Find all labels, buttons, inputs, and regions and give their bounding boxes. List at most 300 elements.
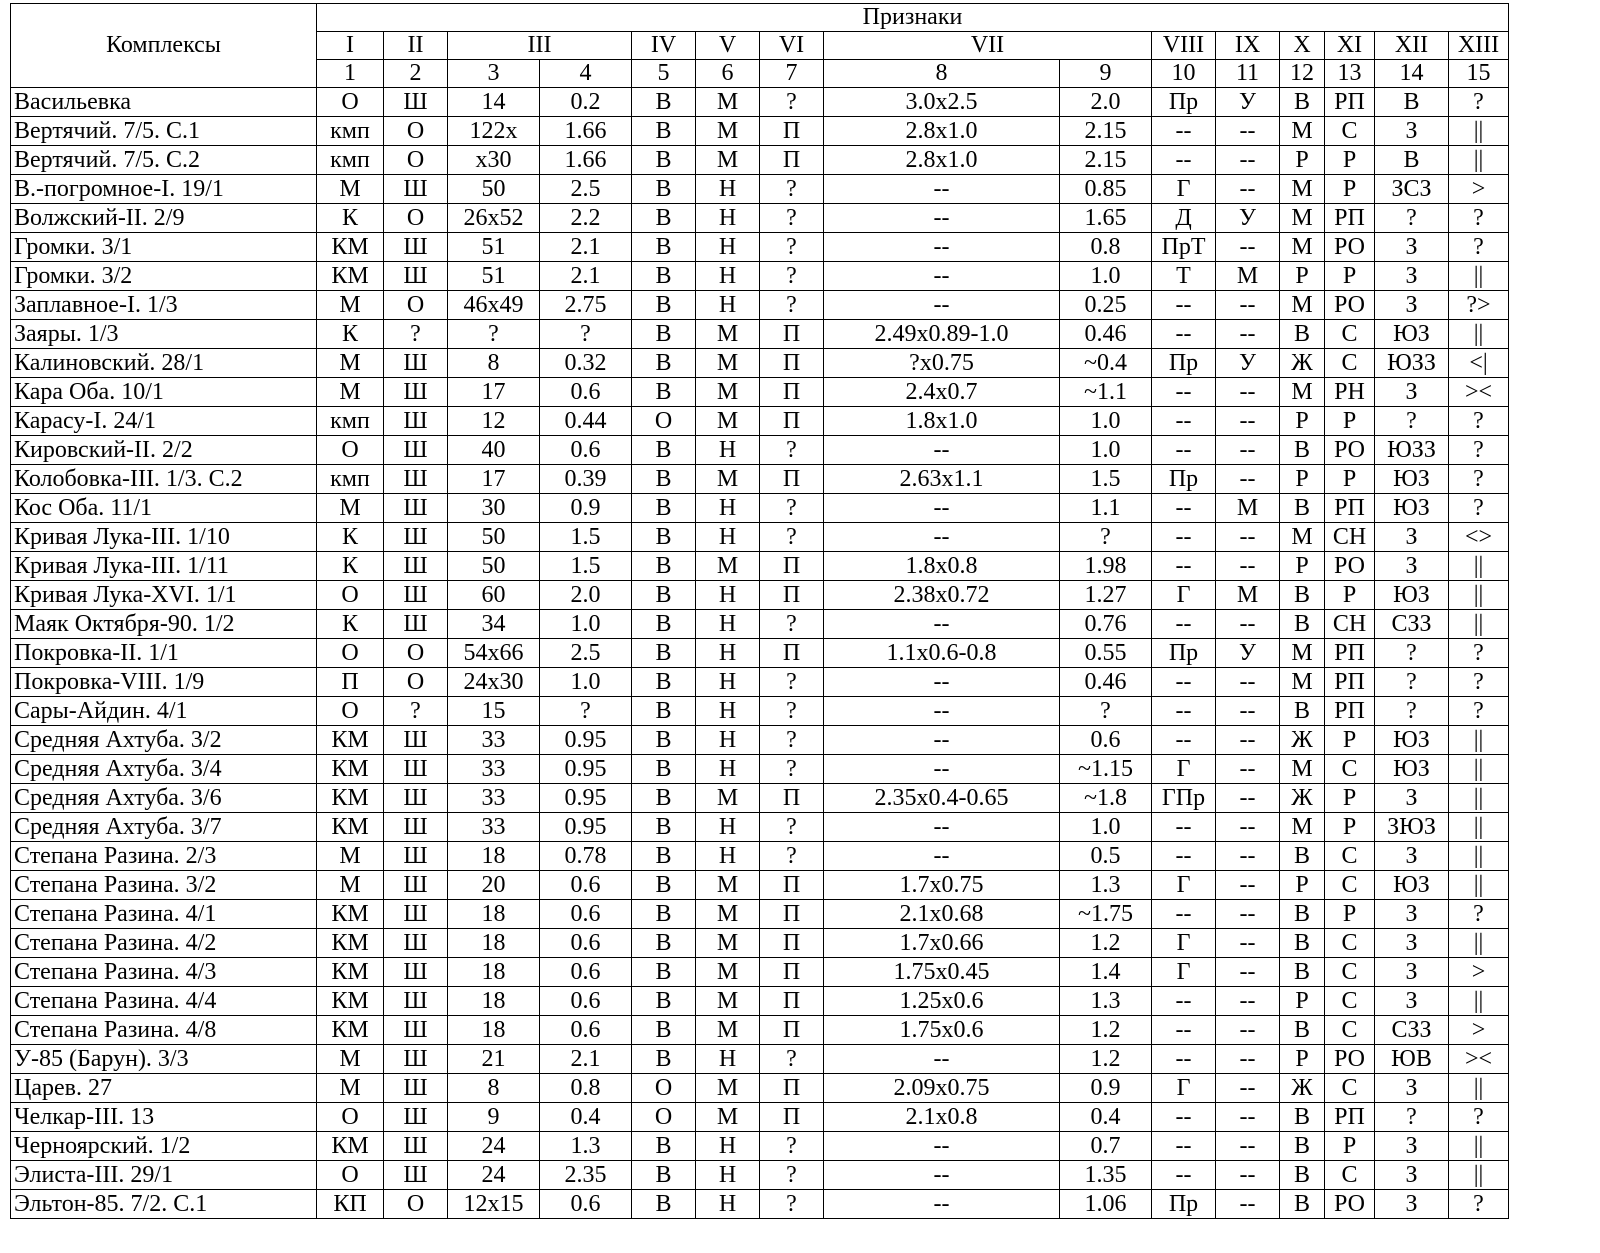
feature-cell: В bbox=[1280, 320, 1325, 349]
table-row bbox=[11, 88, 1509, 117]
feature-cell: ~1.8 bbox=[1060, 784, 1152, 813]
feature-cell: -- bbox=[1216, 697, 1280, 726]
table-row bbox=[11, 697, 1509, 726]
feature-cell: КП bbox=[317, 1190, 384, 1219]
feature-cell: ЗЮЗ bbox=[1375, 813, 1449, 842]
table-row bbox=[11, 813, 1509, 842]
feature-cell: ?x0.75 bbox=[824, 349, 1060, 378]
feature-cell: О bbox=[632, 1103, 696, 1132]
feature-cell: О bbox=[317, 1103, 384, 1132]
feature-cell: 2.4x0.7 bbox=[824, 378, 1060, 407]
feature-cell: 2.0 bbox=[1060, 88, 1152, 117]
feature-cell: 12 bbox=[448, 407, 540, 436]
feature-cell: 18 bbox=[448, 900, 540, 929]
complex-name-cell: Вертячий. 7/5. С.2 bbox=[11, 146, 317, 175]
feature-cell: З bbox=[1375, 552, 1449, 581]
feature-cell: -- bbox=[1216, 900, 1280, 929]
header-group: II bbox=[384, 32, 448, 60]
feature-cell: -- bbox=[1216, 929, 1280, 958]
complex-name-cell: Громки. 3/2 bbox=[11, 262, 317, 291]
feature-cell: 1.2 bbox=[1060, 929, 1152, 958]
feature-cell: 2.63x1.1 bbox=[824, 465, 1060, 494]
feature-cell: 0.95 bbox=[540, 726, 632, 755]
complex-name-cell: Маяк Октября-90. 1/2 bbox=[11, 610, 317, 639]
feature-cell: Ш bbox=[384, 378, 448, 407]
feature-cell: 1.2 bbox=[1060, 1045, 1152, 1074]
feature-cell: 1.1x0.6-0.8 bbox=[824, 639, 1060, 668]
feature-cell: М bbox=[1216, 581, 1280, 610]
feature-cell: 2.1x0.68 bbox=[824, 900, 1060, 929]
feature-cell: 0.6 bbox=[540, 378, 632, 407]
feature-cell: 1.8x0.8 bbox=[824, 552, 1060, 581]
feature-cell: -- bbox=[1216, 1045, 1280, 1074]
feature-cell: П bbox=[760, 900, 824, 929]
feature-cell: || bbox=[1449, 146, 1509, 175]
feature-cell: Н bbox=[696, 1190, 760, 1219]
feature-cell: Ш bbox=[384, 1132, 448, 1161]
feature-cell: В bbox=[1280, 581, 1325, 610]
feature-cell: 33 bbox=[448, 784, 540, 813]
feature-cell: 1.3 bbox=[540, 1132, 632, 1161]
feature-cell: ? bbox=[760, 1132, 824, 1161]
feature-cell: П bbox=[760, 929, 824, 958]
feature-cell: В bbox=[1280, 929, 1325, 958]
feature-cell: О bbox=[317, 88, 384, 117]
feature-cell: 1.5 bbox=[1060, 465, 1152, 494]
table-row bbox=[11, 581, 1509, 610]
feature-cell: В bbox=[632, 639, 696, 668]
feature-cell: Р bbox=[1325, 1132, 1375, 1161]
feature-cell: ? bbox=[1449, 204, 1509, 233]
feature-cell: Ш bbox=[384, 1074, 448, 1103]
feature-cell: Р bbox=[1280, 871, 1325, 900]
feature-cell: 9 bbox=[448, 1103, 540, 1132]
feature-cell: || bbox=[1449, 262, 1509, 291]
table-row bbox=[11, 1074, 1509, 1103]
feature-cell: > bbox=[1449, 958, 1509, 987]
feature-cell: 0.2 bbox=[540, 88, 632, 117]
feature-cell: В bbox=[1280, 842, 1325, 871]
feature-cell: В bbox=[1375, 88, 1449, 117]
feature-cell: Ш bbox=[384, 755, 448, 784]
feature-cell: 0.4 bbox=[1060, 1103, 1152, 1132]
feature-cell: 0.44 bbox=[540, 407, 632, 436]
feature-cell: 1.0 bbox=[1060, 407, 1152, 436]
feature-cell: 54x66 bbox=[448, 639, 540, 668]
feature-cell: П bbox=[760, 349, 824, 378]
feature-cell: -- bbox=[1152, 523, 1216, 552]
feature-cell: Р bbox=[1325, 581, 1375, 610]
feature-cell: 1.1 bbox=[1060, 494, 1152, 523]
feature-cell: Р bbox=[1280, 407, 1325, 436]
feature-cell: В bbox=[632, 1016, 696, 1045]
feature-cell: Ш bbox=[384, 581, 448, 610]
feature-cell: Г bbox=[1152, 871, 1216, 900]
feature-cell: -- bbox=[824, 436, 1060, 465]
feature-cell: П bbox=[760, 784, 824, 813]
feature-cell: Р bbox=[1280, 465, 1325, 494]
feature-cell: В bbox=[632, 871, 696, 900]
feature-cell: М bbox=[696, 407, 760, 436]
feature-cell: кмп bbox=[317, 146, 384, 175]
feature-cell: ? bbox=[1449, 465, 1509, 494]
header-group: XI bbox=[1325, 32, 1375, 60]
feature-cell: ? bbox=[1449, 639, 1509, 668]
feature-cell: -- bbox=[824, 204, 1060, 233]
feature-cell: КМ bbox=[317, 262, 384, 291]
feature-cell: Н bbox=[696, 291, 760, 320]
table-row bbox=[11, 784, 1509, 813]
feature-cell: 0.6 bbox=[540, 1190, 632, 1219]
feature-cell: П bbox=[760, 320, 824, 349]
complex-name-cell: Кривая Лука-XVI. 1/1 bbox=[11, 581, 317, 610]
table-row bbox=[11, 987, 1509, 1016]
table-row bbox=[11, 262, 1509, 291]
feature-cell: -- bbox=[1216, 1161, 1280, 1190]
complex-name-cell: Кара Оба. 10/1 bbox=[11, 378, 317, 407]
feature-cell: С bbox=[1325, 842, 1375, 871]
feature-cell: М bbox=[696, 1016, 760, 1045]
feature-cell: 24 bbox=[448, 1132, 540, 1161]
feature-cell: М bbox=[317, 378, 384, 407]
feature-cell: 15 bbox=[448, 697, 540, 726]
feature-cell: 0.6 bbox=[540, 871, 632, 900]
feature-cell: ЮЗ bbox=[1375, 465, 1449, 494]
feature-cell: -- bbox=[1152, 117, 1216, 146]
feature-cell: В bbox=[632, 494, 696, 523]
feature-cell: З bbox=[1375, 523, 1449, 552]
feature-cell: -- bbox=[824, 668, 1060, 697]
feature-cell: кмп bbox=[317, 117, 384, 146]
feature-cell: В bbox=[632, 958, 696, 987]
feature-cell: 33 bbox=[448, 813, 540, 842]
feature-cell: К bbox=[317, 320, 384, 349]
feature-cell: -- bbox=[824, 175, 1060, 204]
feature-cell: -- bbox=[1152, 610, 1216, 639]
header-group: VIII bbox=[1152, 32, 1216, 60]
feature-cell: ? bbox=[384, 697, 448, 726]
complex-name-cell: Громки. 3/1 bbox=[11, 233, 317, 262]
feature-cell: З bbox=[1375, 958, 1449, 987]
feature-cell: ? bbox=[760, 262, 824, 291]
feature-cell: ? bbox=[1449, 697, 1509, 726]
table-row bbox=[11, 842, 1509, 871]
table-row bbox=[11, 668, 1509, 697]
feature-cell: <| bbox=[1449, 349, 1509, 378]
feature-cell: М bbox=[1280, 668, 1325, 697]
feature-cell: Г bbox=[1152, 929, 1216, 958]
feature-cell: В bbox=[1280, 610, 1325, 639]
feature-cell: -- bbox=[1216, 1016, 1280, 1045]
feature-cell: С bbox=[1325, 1161, 1375, 1190]
feature-cell: || bbox=[1449, 552, 1509, 581]
feature-cell: 0.6 bbox=[540, 900, 632, 929]
feature-cell: 17 bbox=[448, 465, 540, 494]
feature-cell: В bbox=[632, 900, 696, 929]
feature-cell: В bbox=[632, 726, 696, 755]
feature-cell: С bbox=[1325, 1074, 1375, 1103]
feature-cell: -- bbox=[1216, 291, 1280, 320]
feature-cell: 1.75x0.6 bbox=[824, 1016, 1060, 1045]
feature-cell: -- bbox=[1216, 233, 1280, 262]
feature-cell: 1.65 bbox=[1060, 204, 1152, 233]
feature-cell: М bbox=[696, 320, 760, 349]
feature-cell: ЗСЗ bbox=[1375, 175, 1449, 204]
feature-cell: Ш bbox=[384, 233, 448, 262]
feature-cell: СЗЗ bbox=[1375, 1016, 1449, 1045]
feature-cell: КМ bbox=[317, 958, 384, 987]
feature-cell: ЮЗ bbox=[1375, 494, 1449, 523]
feature-cell: М bbox=[1280, 755, 1325, 784]
feature-cell: Р bbox=[1325, 262, 1375, 291]
feature-cell: 0.6 bbox=[540, 436, 632, 465]
feature-cell: -- bbox=[824, 1045, 1060, 1074]
feature-cell: П bbox=[760, 871, 824, 900]
feature-cell: М bbox=[317, 842, 384, 871]
header-group: I bbox=[317, 32, 384, 60]
feature-cell: Ш bbox=[384, 726, 448, 755]
header-features: Признаки bbox=[317, 4, 1509, 32]
feature-cell: 2.1 bbox=[540, 262, 632, 291]
complex-name-cell: Колобовка-III. 1/3. С.2 bbox=[11, 465, 317, 494]
feature-cell: 18 bbox=[448, 1016, 540, 1045]
feature-cell: Ш bbox=[384, 1045, 448, 1074]
feature-cell: В bbox=[1280, 1190, 1325, 1219]
feature-cell: РП bbox=[1325, 697, 1375, 726]
header-column-number: 2 bbox=[384, 60, 448, 88]
feature-cell: В bbox=[1280, 900, 1325, 929]
feature-cell: ? bbox=[1375, 639, 1449, 668]
complex-name-cell: Степана Разина. 4/2 bbox=[11, 929, 317, 958]
feature-cell: П bbox=[760, 117, 824, 146]
feature-cell: 17 bbox=[448, 378, 540, 407]
feature-cell: > bbox=[1449, 1016, 1509, 1045]
header-group: IV bbox=[632, 32, 696, 60]
feature-cell: В bbox=[632, 929, 696, 958]
feature-cell: ЮЗ bbox=[1375, 726, 1449, 755]
feature-cell: 0.46 bbox=[1060, 668, 1152, 697]
feature-cell: М bbox=[1216, 494, 1280, 523]
feature-cell: В bbox=[1280, 1161, 1325, 1190]
feature-cell: М bbox=[1280, 233, 1325, 262]
feature-cell: Ш bbox=[384, 784, 448, 813]
feature-cell: 0.4 bbox=[540, 1103, 632, 1132]
feature-cell: О bbox=[384, 204, 448, 233]
feature-cell: З bbox=[1375, 784, 1449, 813]
feature-cell: Н bbox=[696, 610, 760, 639]
feature-cell: -- bbox=[824, 842, 1060, 871]
feature-cell: К bbox=[317, 610, 384, 639]
feature-cell: 50 bbox=[448, 175, 540, 204]
feature-cell: М bbox=[696, 784, 760, 813]
feature-cell: М bbox=[317, 291, 384, 320]
feature-cell: ~1.1 bbox=[1060, 378, 1152, 407]
feature-cell: Н bbox=[696, 1161, 760, 1190]
feature-cell: 0.6 bbox=[540, 1016, 632, 1045]
feature-cell: С bbox=[1325, 958, 1375, 987]
feature-cell: С bbox=[1325, 871, 1375, 900]
complex-name-cell: Царев. 27 bbox=[11, 1074, 317, 1103]
feature-cell: Д bbox=[1152, 204, 1216, 233]
feature-cell: Пр bbox=[1152, 639, 1216, 668]
feature-cell: 0.5 bbox=[1060, 842, 1152, 871]
feature-cell: 0.46 bbox=[1060, 320, 1152, 349]
feature-cell: М bbox=[696, 958, 760, 987]
feature-cell: Ш bbox=[384, 1161, 448, 1190]
feature-cell: Р bbox=[1325, 784, 1375, 813]
feature-cell: 50 bbox=[448, 523, 540, 552]
feature-cell: 1.0 bbox=[1060, 262, 1152, 291]
feature-cell: РО bbox=[1325, 436, 1375, 465]
feature-cell: 0.7 bbox=[1060, 1132, 1152, 1161]
feature-cell: 1.35 bbox=[1060, 1161, 1152, 1190]
feature-cell: ? bbox=[760, 291, 824, 320]
feature-cell: -- bbox=[824, 726, 1060, 755]
feature-cell: П bbox=[760, 407, 824, 436]
feature-cell: Н bbox=[696, 436, 760, 465]
feature-cell: -- bbox=[1216, 987, 1280, 1016]
table-row bbox=[11, 378, 1509, 407]
feature-cell: || bbox=[1449, 726, 1509, 755]
table-row bbox=[11, 349, 1509, 378]
header-group: XII bbox=[1375, 32, 1449, 60]
feature-cell: ? bbox=[760, 1190, 824, 1219]
feature-cell: 0.8 bbox=[540, 1074, 632, 1103]
feature-cell: 0.95 bbox=[540, 784, 632, 813]
table-body bbox=[11, 88, 1509, 1219]
feature-cell: ? bbox=[760, 610, 824, 639]
feature-cell: -- bbox=[1152, 146, 1216, 175]
feature-cell: ? bbox=[1375, 697, 1449, 726]
header-column-number: 12 bbox=[1280, 60, 1325, 88]
feature-cell: З bbox=[1375, 842, 1449, 871]
feature-cell: || bbox=[1449, 842, 1509, 871]
feature-cell: 2.15 bbox=[1060, 117, 1152, 146]
feature-cell: -- bbox=[1216, 755, 1280, 784]
header-column-number: 9 bbox=[1060, 60, 1152, 88]
complex-name-cell: Черноярский. 1/2 bbox=[11, 1132, 317, 1161]
feature-cell: || bbox=[1449, 117, 1509, 146]
feature-cell: Ш bbox=[384, 523, 448, 552]
feature-cell: РП bbox=[1325, 668, 1375, 697]
feature-cell: 26x52 bbox=[448, 204, 540, 233]
feature-cell: 2.5 bbox=[540, 175, 632, 204]
feature-cell: В bbox=[1280, 88, 1325, 117]
table-row bbox=[11, 1103, 1509, 1132]
table-row bbox=[11, 610, 1509, 639]
feature-cell: КМ bbox=[317, 987, 384, 1016]
feature-cell: РО bbox=[1325, 291, 1375, 320]
feature-cell: 1.66 bbox=[540, 117, 632, 146]
feature-cell: 0.95 bbox=[540, 813, 632, 842]
feature-cell: РП bbox=[1325, 639, 1375, 668]
table-row bbox=[11, 407, 1509, 436]
feature-cell: -- bbox=[1216, 726, 1280, 755]
feature-cell: 1.7x0.75 bbox=[824, 871, 1060, 900]
feature-cell: Р bbox=[1325, 813, 1375, 842]
feature-cell: З bbox=[1375, 1190, 1449, 1219]
feature-cell: З bbox=[1375, 987, 1449, 1016]
feature-cell: Н bbox=[696, 204, 760, 233]
feature-cell: 12x15 bbox=[448, 1190, 540, 1219]
feature-cell: В bbox=[632, 117, 696, 146]
feature-cell: Р bbox=[1280, 1045, 1325, 1074]
feature-cell: || bbox=[1449, 813, 1509, 842]
feature-cell: В bbox=[632, 523, 696, 552]
feature-cell: В bbox=[632, 1190, 696, 1219]
feature-cell: М bbox=[696, 465, 760, 494]
feature-cell: ? bbox=[448, 320, 540, 349]
feature-cell: ? bbox=[760, 668, 824, 697]
feature-cell: В bbox=[632, 697, 696, 726]
feature-cell: ? bbox=[1449, 436, 1509, 465]
feature-cell: 8 bbox=[448, 1074, 540, 1103]
feature-cell: В bbox=[632, 610, 696, 639]
feature-cell: -- bbox=[1216, 871, 1280, 900]
feature-cell: ? bbox=[1449, 494, 1509, 523]
feature-cell: Пр bbox=[1152, 1190, 1216, 1219]
feature-cell: > bbox=[1449, 175, 1509, 204]
feature-cell: Н bbox=[696, 1045, 760, 1074]
feature-cell: Н bbox=[696, 233, 760, 262]
table-row bbox=[11, 465, 1509, 494]
feature-cell: 2.8x1.0 bbox=[824, 146, 1060, 175]
feature-cell: ? bbox=[1060, 697, 1152, 726]
feature-cell: -- bbox=[1216, 146, 1280, 175]
feature-cell: Пр bbox=[1152, 88, 1216, 117]
feature-cell: ? bbox=[1449, 88, 1509, 117]
table-row bbox=[11, 523, 1509, 552]
feature-cell: РО bbox=[1325, 1045, 1375, 1074]
feature-cell: Ш bbox=[384, 842, 448, 871]
feature-cell: З bbox=[1375, 117, 1449, 146]
header-column-number: 13 bbox=[1325, 60, 1375, 88]
feature-cell: О bbox=[317, 436, 384, 465]
feature-cell: В bbox=[632, 1132, 696, 1161]
feature-cell: кмп bbox=[317, 465, 384, 494]
feature-cell: -- bbox=[1216, 436, 1280, 465]
feature-cell: -- bbox=[824, 1161, 1060, 1190]
feature-cell: 0.6 bbox=[1060, 726, 1152, 755]
table-row bbox=[11, 291, 1509, 320]
feature-cell: М bbox=[1280, 523, 1325, 552]
feature-cell: ? bbox=[760, 1161, 824, 1190]
header-column-number: 14 bbox=[1375, 60, 1449, 88]
feature-cell: Н bbox=[696, 755, 760, 784]
table-row bbox=[11, 929, 1509, 958]
feature-cell: В bbox=[632, 378, 696, 407]
header-column-number: 3 bbox=[448, 60, 540, 88]
feature-cell: -- bbox=[1152, 900, 1216, 929]
feature-cell: КМ bbox=[317, 1016, 384, 1045]
feature-cell: -- bbox=[1216, 320, 1280, 349]
complex-name-cell: Волжский-II. 2/9 bbox=[11, 204, 317, 233]
feature-cell: 2.1 bbox=[540, 233, 632, 262]
complex-name-cell: Кос Оба. 11/1 bbox=[11, 494, 317, 523]
feature-cell: В bbox=[632, 320, 696, 349]
header-column-number: 4 bbox=[540, 60, 632, 88]
complex-name-cell: Средняя Ахтуба. 3/7 bbox=[11, 813, 317, 842]
table-row bbox=[11, 233, 1509, 262]
table-row bbox=[11, 175, 1509, 204]
feature-cell: М bbox=[1280, 639, 1325, 668]
header-row-features bbox=[11, 4, 1509, 32]
feature-cell: || bbox=[1449, 1074, 1509, 1103]
feature-cell: М bbox=[696, 929, 760, 958]
feature-cell: -- bbox=[1152, 987, 1216, 1016]
feature-cell: -- bbox=[824, 1190, 1060, 1219]
feature-cell: З bbox=[1375, 900, 1449, 929]
